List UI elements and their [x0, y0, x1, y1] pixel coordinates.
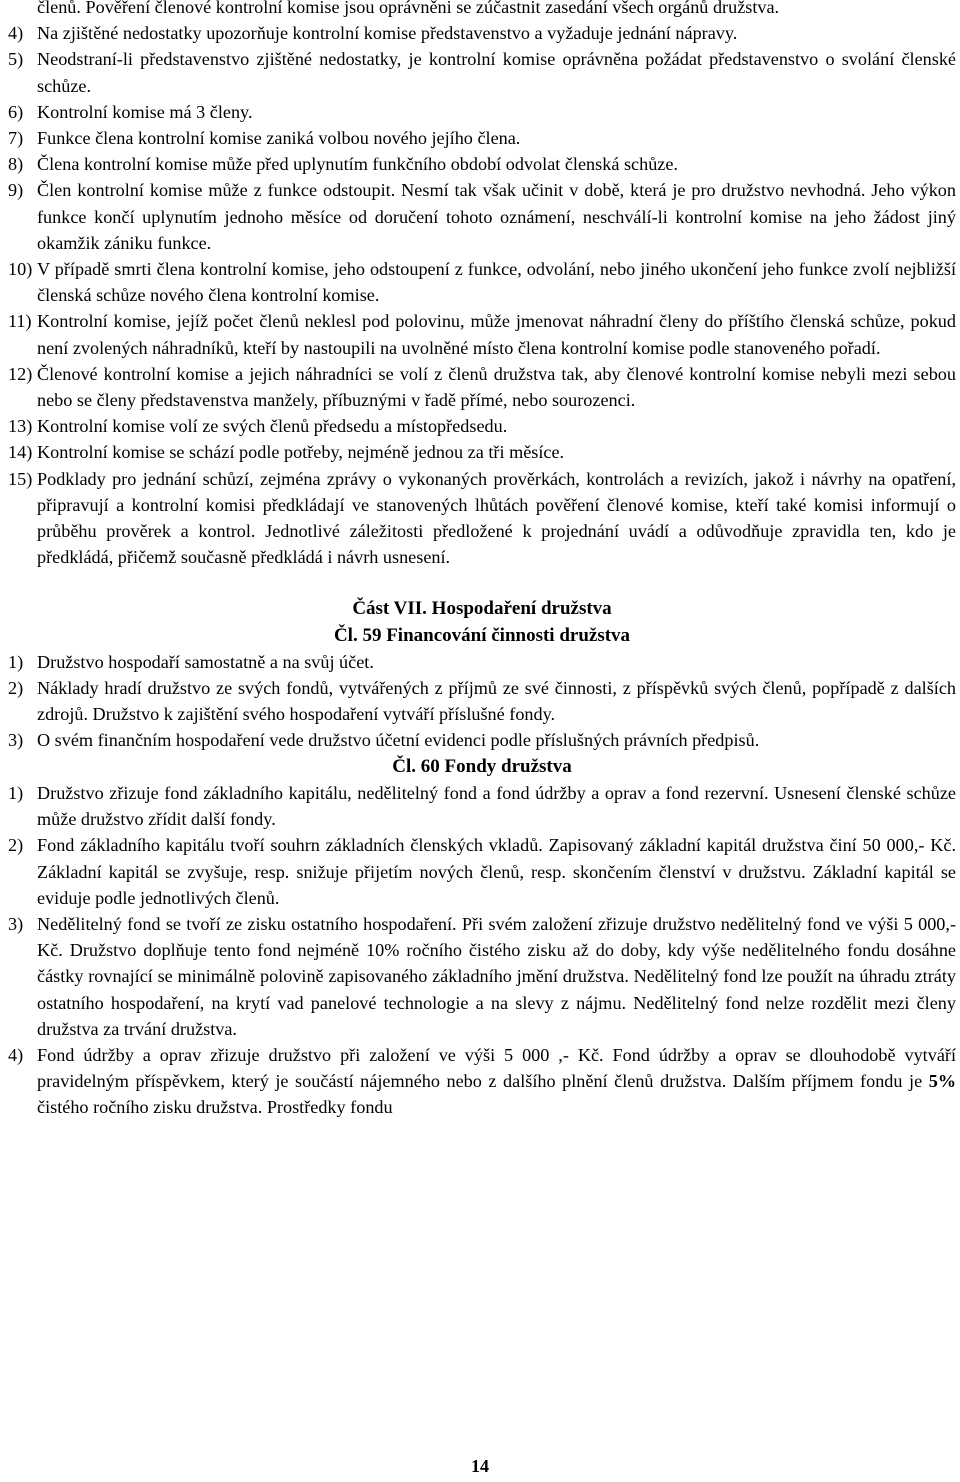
- item-number: 8): [8, 154, 24, 175]
- komise-list: [8, 20, 956, 570]
- item-number: 10): [8, 259, 33, 280]
- item-text: Kontrolní komise volí ze svých členů předsedu a místopředsedu.: [37, 416, 508, 437]
- list-item: [8, 256, 956, 308]
- list-item: [8, 466, 956, 571]
- item-text: O svém finančním hospodaření vede družstvo účetní evidenci podle příslušných právních předpisů.: [37, 730, 760, 751]
- item-text: Kontrolní komise se schází podle potřeby, nejméně jednou za tři měsíce.: [37, 442, 565, 463]
- item-text: Družstvo zřizuje fond základního kapitálu, nedělitelný fond a fond údržby a oprav a fond rezervní. Usnesení členské schůze může družstvo zřídit další fondy.: [37, 782, 956, 830]
- list-item: [8, 46, 956, 98]
- item-number: 4): [8, 23, 24, 44]
- item-number: 1): [8, 651, 24, 672]
- article-59-heading: Čl. 59 Financování činnosti družstva: [333, 624, 631, 646]
- document-page: [8, 0, 956, 1121]
- item-text: Funkce člena kontrolní komise zaniká volbou nového jejího člena.: [37, 128, 521, 149]
- part-heading: Část VII. Hospodaření družstva: [352, 598, 612, 620]
- item-number: 4): [8, 1044, 24, 1065]
- list-item: [8, 20, 956, 46]
- item-text: Podklady pro jednání schůzí, zejména zprávy o vykonaných prověrkách, kontrolách a revizích, jakož i návrhy na opatření, připravují a kontrolní komisi předkládají ve stanovených lhůtách pověření členové komise, kteří také komisi informují o průběhu prověrek a kontrol. Jednotlivé záležitosti předložené k projednání uvádí a odůvodňuje zpravidla ten, kdo je předkládá, přičemž současně předkládá i návrh usnesení.: [37, 468, 956, 568]
- item-text: Člen kontrolní komise může z funkce odstoupit. Nesmí tak však učinit v době, která je pro družstvo nevhodná. Jeho výkon funkce končí uplynutím jednoho měsíce od doručení tohoto oznámení, neschválí-li kontrolní komise na jeho žádost jiný okamžik zániku funkce.: [37, 180, 956, 253]
- item-text: Člena kontrolní komise může před uplynutím funkčního období odvolat členská schůze.: [37, 154, 678, 175]
- continuation-paragraph: členů. Pověření členové kontrolní komise jsou oprávněni se zúčastnit zasedání všech orgánů družstva.: [37, 0, 780, 17]
- item-number: 2): [8, 678, 24, 699]
- item-text: Fond základního kapitálu tvoří souhrn základních členských vkladů. Zapisovaný základní kapitál družstva činí 50 000,- Kč. Základní kapitál se zvyšuje, resp. snižuje přijetím nových členů, resp. skončením členství v družstvu. Základní kapitál se eviduje podle jednotlivých členů.: [37, 835, 956, 908]
- item-number: 1): [8, 782, 24, 803]
- item-text: Družstvo hospodaří samostatně a na svůj účet.: [37, 651, 374, 672]
- item-text: Kontrolní komise, jejíž počet členů neklesl pod polovinu, může jmenovat náhradní členy do příštího členská schůze, pokud není zvolených náhradníků, kteří by nastoupili na uvolněné místo člena kontrolní komise podle stanoveného pořadí.: [37, 311, 956, 358]
- list-item: [8, 177, 956, 256]
- item-number: 6): [8, 101, 24, 122]
- list-item: [8, 649, 956, 675]
- item-text: Členové kontrolní komise a jejich náhradníci se volí z členů družstva tak, aby členové kontrolní komise nebyli mezi sebou nebo se členy představenstva manžely, příbuznými v řadě přímé, nebo sourozenci.: [37, 363, 956, 411]
- list-item: [8, 361, 956, 413]
- list-item: [8, 308, 956, 360]
- item-text-part: čistého ročního zisku družstva. Prostředky fondu: [37, 1097, 393, 1118]
- item-text: Nedělitelný fond se tvoří ze zisku ostatního hospodaření. Při svém založení zřizuje družstvo nedělitelný fond ve výši 5 000,- Kč. Družstvo doplňuje tento fond nejméně 10% ročního čistého zisku až do doby, kdy výše nedělitelného fondu dosáhne částky rovnající se minimálně polovině zapisovaného základního jmění družstva. Nedělitelný fond lze použít na úhradu ztráty ostatního hospodaření, na krytí vad panelové technologie a na slevy z nájmu. Nedělitelný fond nelze rozdělit mezi členy družstva za trvání družstva.: [37, 913, 956, 1039]
- list-item: [8, 727, 956, 753]
- item-text: Náklady hradí družstvo ze svých fondů, vytvářených z příjmů ze své činnosti, z příspěvků svých členů, popřípadě z dalších zdrojů. Družstvo k zajištění svého hospodaření vytváří příslušné fondy.: [37, 678, 956, 725]
- bold-percentage: 5%: [928, 1071, 956, 1092]
- item-text-part: Fond údržby a oprav zřizuje družstvo při založení ve výši 5 000 ,- Kč. Fond údržby a oprav se dlouhodobě vytváří pravidelným příspěvkem, který je součástí nájemného nebo z dalšího plnění členů družstva. Dalším příjmem fondu je: [37, 1044, 956, 1092]
- item-text: Na zjištěné nedostatky upozorňuje kontrolní komise představenstvo a vyžaduje jednání nápravy.: [37, 23, 738, 44]
- list-item: [8, 413, 956, 439]
- item-number: 15): [8, 468, 33, 489]
- item-number: 12): [8, 363, 33, 384]
- item-number: 2): [8, 835, 24, 856]
- list-item: [8, 1042, 956, 1121]
- item-number: 3): [8, 730, 24, 751]
- item-number: 5): [8, 49, 24, 70]
- list-item: [8, 125, 956, 151]
- page-number: 14: [471, 1456, 489, 1476]
- list-item: [8, 439, 956, 465]
- list-item: [8, 675, 956, 727]
- item-number: 9): [8, 180, 24, 201]
- article-60-heading: Čl. 60 Fondy družstva: [392, 755, 572, 777]
- item-number: 7): [8, 128, 24, 149]
- list-item: [8, 911, 956, 1042]
- item-text: [37, 1042, 956, 1121]
- item-text: Neodstraní-li představenstvo zjištěné nedostatky, je kontrolní komise oprávněna požádat představenstvo o svolání členské schůze.: [37, 49, 956, 96]
- list-item: [8, 832, 956, 911]
- section-spacer: [8, 570, 956, 596]
- item-number: 3): [8, 913, 24, 934]
- item-number: 13): [8, 416, 33, 437]
- item-text: Kontrolní komise má 3 členy.: [37, 101, 253, 122]
- article-60-list: [8, 780, 956, 1121]
- item-text: V případě smrti člena kontrolní komise, jeho odstoupení z funkce, odvolání, nebo jiného ukončení jeho funkce zvolí nejbližší členská schůze nového člena kontrolní komise.: [37, 259, 956, 306]
- list-item: [8, 780, 956, 832]
- article-59-list: [8, 649, 956, 754]
- list-item: [8, 151, 956, 177]
- item-number: 11): [8, 311, 32, 332]
- list-item: [8, 99, 956, 125]
- item-number: 14): [8, 442, 33, 463]
